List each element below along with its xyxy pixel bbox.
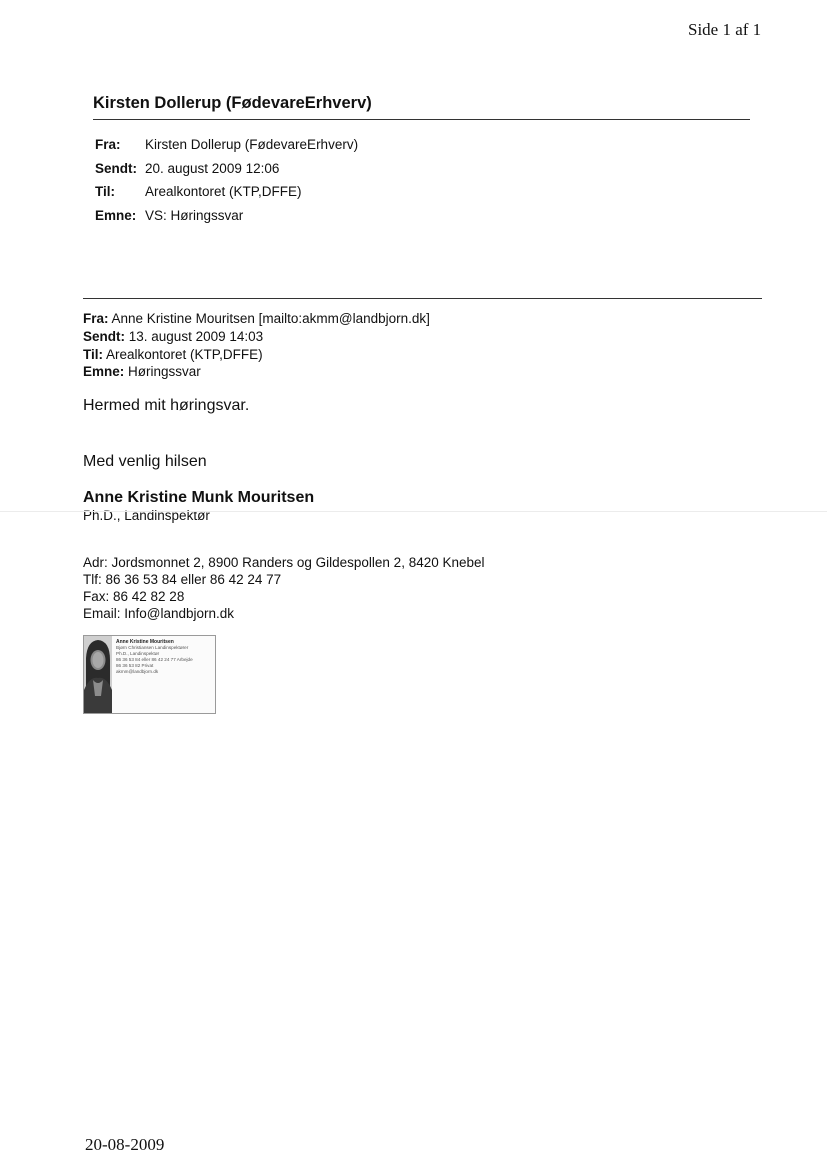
original-message-divider xyxy=(83,298,762,299)
from-value: Kirsten Dollerup (FødevareErhverv) xyxy=(145,137,359,152)
sent-row xyxy=(95,157,358,181)
card-line: akmm@landbjorn.dk xyxy=(116,669,159,674)
from-row xyxy=(95,133,358,157)
card-line: 86 36 53 82 Privat xyxy=(116,663,154,668)
card-line: Bjørn Christiansen Landinspektører xyxy=(116,645,189,650)
card-line: 86 36 53 84 eller 86 42 24 77 Arbejde xyxy=(116,657,193,662)
from-value: Anne Kristine Mouritsen [mailto:akmm@landbjorn.dk] xyxy=(111,311,430,326)
subject-row xyxy=(95,204,358,228)
faint-scan-line xyxy=(0,511,827,512)
phone: Tlf: 86 36 53 84 eller 86 42 24 77 xyxy=(83,572,282,587)
print-date: 20-08-2009 xyxy=(85,1135,165,1154)
subject-value: Høringssvar xyxy=(128,364,201,380)
sent-label: Sendt: xyxy=(83,328,125,344)
to-value: Arealkontoret (KTP,DFFE) xyxy=(106,346,263,362)
to-row xyxy=(83,346,430,364)
to-label: Til: xyxy=(95,184,115,199)
sent-value: 20. august 2009 12:06 xyxy=(145,160,280,176)
address: Adr: Jordsmonnet 2, 8900 Randers og Gildespollen 2, 8420 Knebel xyxy=(83,555,485,570)
subject-label: Emne: xyxy=(83,364,125,380)
to-value: Arealkontoret (KTP,DFFE) xyxy=(145,184,302,199)
card-text xyxy=(116,639,193,675)
body-line-2: Med venlig hilsen xyxy=(83,453,207,470)
sent-label: Sendt: xyxy=(95,160,137,176)
card-line: Ph.D., Landinspektør xyxy=(116,651,160,656)
email: Email: Info@landbjorn.dk xyxy=(83,606,235,621)
fax: Fax: 86 42 82 28 xyxy=(83,589,185,604)
card-name: Anne Kristine Mouritsen xyxy=(116,639,174,645)
body-line-1: Hermed mit høringsvar. xyxy=(83,397,250,414)
sent-row xyxy=(83,328,430,346)
sender-title: Kirsten Dollerup (FødevareErhverv) xyxy=(93,94,372,112)
signature-name: Anne Kristine Munk Mouritsen xyxy=(83,489,315,506)
from-label: Fra: xyxy=(83,311,109,326)
original-header xyxy=(83,310,430,381)
subject-label: Emne: xyxy=(95,207,137,223)
to-row xyxy=(95,180,358,204)
portrait-photo xyxy=(84,636,112,713)
signature-title: Ph.D., Landinspektør xyxy=(83,508,210,523)
subject-value: VS: Høringssvar xyxy=(145,207,244,223)
from-label: Fra: xyxy=(95,137,121,152)
subject-row xyxy=(83,363,430,381)
from-row xyxy=(83,310,430,328)
sent-value: 13. august 2009 14:03 xyxy=(128,328,264,344)
to-label: Til: xyxy=(83,346,103,362)
header-divider xyxy=(93,119,750,120)
forward-header xyxy=(95,133,358,227)
page-number: Side 1 af 1 xyxy=(688,20,762,39)
business-card-image xyxy=(83,635,216,714)
signature-contact xyxy=(83,554,485,622)
